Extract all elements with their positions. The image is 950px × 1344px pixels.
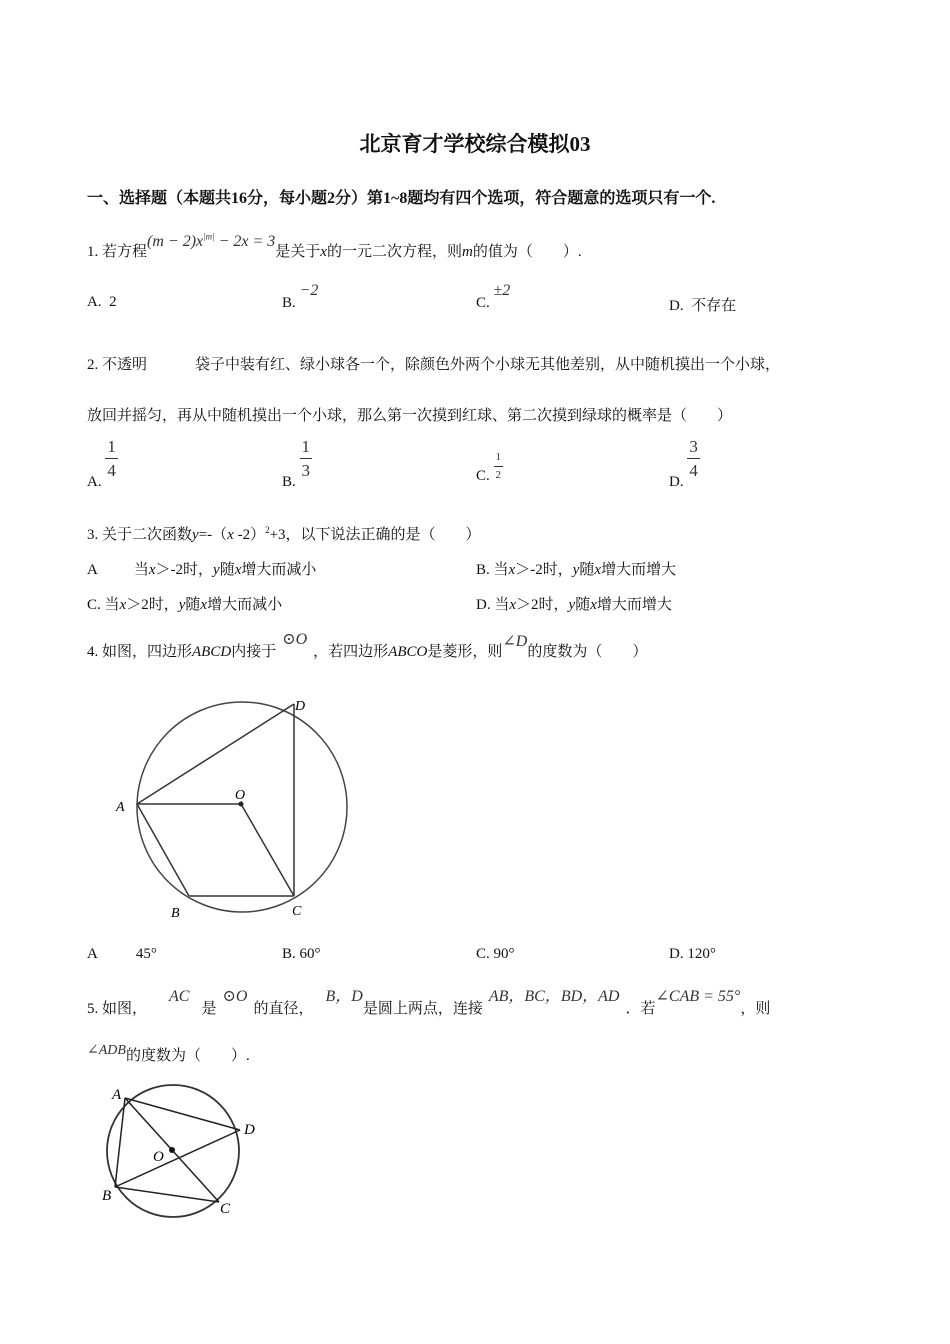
q1-option-a: A. 2 [87, 294, 117, 310]
q2-option-d: D. $\frac{3}{4}$ [669, 437, 698, 490]
q5-label-d: D [244, 1122, 255, 1138]
q4-label-o: O [235, 788, 246, 803]
q3-option-c: C. 当x＞2时，y随x增大而减小 [87, 597, 283, 613]
q1-option-b: B. −2 [282, 282, 319, 311]
q5-segment-bc [115, 1187, 219, 1202]
q1-equation: $(m - 2)x^{|m|} - 2x = 3$ [147, 231, 276, 250]
q2-stem-line2: 放回并摇匀，再从中随机摸出一个小球，那么第一次摸到红球、第二次摸到绿球的概率是（ ） [87, 408, 733, 424]
q1-text: 若方程 [102, 244, 148, 260]
q5-figure [95, 1080, 270, 1220]
q4-option-d: D. 120° [669, 946, 716, 962]
q5-label-a: A [112, 1087, 122, 1103]
q5-segment-ad [125, 1098, 240, 1130]
q3-option-a: A 当x＞-2时，y随x增大而减小 [87, 562, 317, 578]
q5-label-b: B [102, 1188, 112, 1204]
q1-option-c: C. ±2 [476, 282, 511, 311]
q5-label-o: O [153, 1149, 164, 1165]
q4-segment-ab [137, 804, 189, 896]
q4-option-b: B. 60° [282, 946, 321, 962]
q2-option-a: A. $\frac{1}{4}$ [87, 437, 116, 490]
q4-stem: 4. 如图，四边形ABCD内接于⊙O，若四边形ABCO是菱形，则∠D的度数为（ ） [87, 631, 648, 660]
q1-option-d: D. 不存在 [669, 298, 737, 314]
q3-option-b: B. 当x＞-2时，y随x增大而增大 [476, 562, 677, 578]
q4-option-a: A 45° [87, 946, 157, 962]
q4-figure [110, 690, 360, 925]
q1-stem: 1. 若方程$(m - 2)x^{|m|} - 2x = 3$是关于x的一元二次方程，则m的值为（ ）. [87, 231, 582, 260]
q5-stem-line1: 5. 如图，AC是⊙O的直径，B，D是圆上两点，连接AB，BC，BD，AD．若∠CAB = 55°，则 [87, 988, 771, 1017]
q5-center-point [169, 1147, 175, 1153]
q2-stem-line1: 2. 不透明 袋子中装有红、绿小球各一个，除颜色外两个小球无其他差别，从中随机摸出一个小球， [87, 357, 781, 373]
q5-stem-line2: ∠ADB的度数为（ ）. [87, 1043, 250, 1064]
q5-label-c: C [220, 1201, 231, 1217]
q3-stem: 3. 关于二次函数y=-（x -2）$^2$+3，以下说法正确的是（ ） [87, 525, 481, 543]
page-title: 北京育才学校综合模拟03 [359, 132, 591, 156]
q4-option-c: C. 90° [476, 946, 515, 962]
q4-label-a: A [116, 800, 125, 815]
q1-number: 1. [87, 244, 99, 260]
q4-label-b: B [171, 906, 180, 921]
q4-label-d: D [295, 699, 306, 714]
q2-option-c: C. $\frac{1}{2}$ [476, 451, 502, 484]
q4-segment-oc [241, 804, 294, 896]
q4-segment-ad [137, 704, 294, 804]
q4-label-c: C [292, 904, 302, 919]
q3-option-d: D. 当x＞2时，y随x增大而增大 [476, 597, 672, 613]
q5-segment-bd [115, 1130, 240, 1187]
q2-option-b: B. $\frac{1}{3}$ [282, 437, 311, 490]
section-heading: 一、选择题（本题共16分，每小题2分）第1~8题均有四个选项，符合题意的选项只有一个. [87, 190, 716, 207]
